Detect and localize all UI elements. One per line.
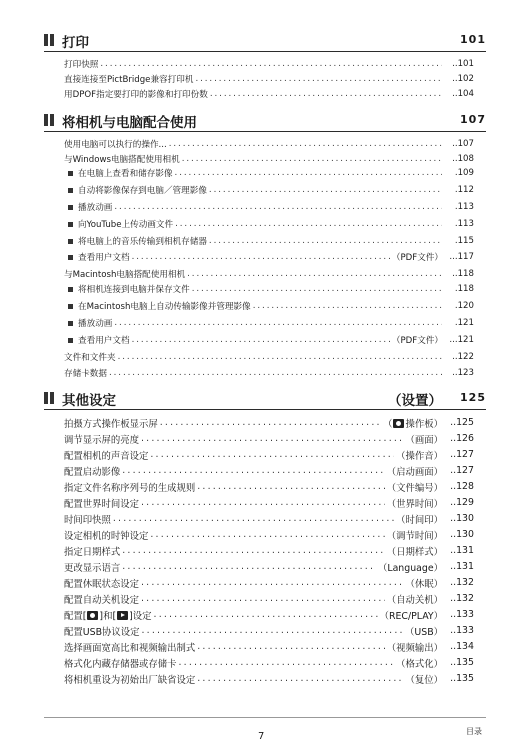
- section-title: 将相机与电脑配合使用: [62, 115, 197, 131]
- toc-entry[interactable]: 设定相机的时钟设定 . . . （调节时间） ..130: [64, 527, 474, 542]
- bullet-icon: [68, 171, 73, 176]
- toc-entry[interactable]: 配置自动关机设定 . . . （自动关机） ..132: [64, 591, 474, 606]
- toc-entry[interactable]: 更改显示语言 . . . （Language） ..131: [64, 559, 474, 574]
- section-header-computer: [44, 110, 486, 132]
- section-page: 101: [460, 33, 486, 46]
- section-page: 107: [460, 113, 486, 126]
- bullet-icon: [68, 222, 73, 227]
- section-bars-icon: [44, 392, 57, 404]
- section-header-settings: [44, 388, 486, 410]
- toc-entry[interactable]: 调节显示屏的亮度 . . . （画面） ..126: [64, 431, 474, 446]
- toc-subentry[interactable]: 播放动画 . . . .121: [66, 316, 474, 330]
- bullet-icon: [68, 321, 73, 326]
- toc-subentry[interactable]: 将电脑上的音乐传输到相机存储器 . . . .115: [66, 234, 474, 248]
- toc-subentry[interactable]: 播放动画 . . . .113: [66, 200, 474, 214]
- toc-entry[interactable]: 拍摄方式操作板显示屏 . . . （ 操作板） ..125: [64, 415, 474, 430]
- bullet-icon: [68, 255, 73, 260]
- bullet-icon: [68, 239, 73, 244]
- toc-entry[interactable]: 配置启动影像 . . . （启动画面） ..127: [64, 463, 474, 478]
- section-title: 其他设定: [62, 393, 116, 409]
- toc-subentry[interactable]: 查看用户文档 . . . （PDF文件） ...121: [66, 333, 474, 347]
- camera-icon: [87, 611, 98, 620]
- toc-entry[interactable]: 用DPOF指定要打印的影像和打印份数 . . . ..104: [64, 87, 474, 101]
- toc-subentry[interactable]: 向YouTube上传动画文件 . . . .113: [66, 217, 474, 231]
- bullet-icon: [68, 188, 73, 193]
- toc-entry[interactable]: 选择画面宽高比和视频输出制式 . . . （视频输出） ..134: [64, 639, 474, 654]
- toc-entry[interactable]: 文件和文件夹 . . . ..122: [64, 350, 474, 364]
- toc-entry[interactable]: 将相机重设为初始出厂缺省设定 . . . （复位） ..135: [64, 671, 474, 686]
- toc-subentry[interactable]: 查看用户文档 . . . （PDF文件） ...117: [66, 250, 474, 264]
- toc-entry[interactable]: 打印快照 . . . ..101: [64, 57, 474, 71]
- toc-subentry[interactable]: 将相机连接到电脑并保存文件 . . . .118: [66, 282, 474, 296]
- toc-entry[interactable]: 配置[ ]和[ ]设定 . . . （REC/PLAY） ..133: [64, 607, 474, 622]
- toc-entry[interactable]: 配置相机的声音设定 . . . （操作音） ..127: [64, 447, 474, 462]
- toc-entry[interactable]: 存储卡数据 . . . ..123: [64, 366, 474, 380]
- play-icon: [117, 611, 128, 620]
- toc-entry[interactable]: 指定日期样式 . . . （日期样式） ..131: [64, 543, 474, 558]
- section-page: 125: [460, 391, 486, 404]
- toc-entry[interactable]: 指定文件名称序列号的生成规则 . . . （文件编号） ..128: [64, 479, 474, 494]
- section-bars-icon: [44, 114, 57, 126]
- page-number: 7: [258, 731, 265, 742]
- bullet-icon: [68, 287, 73, 292]
- toc-subentry[interactable]: 自动将影像保存到电脑／管理影像 . . . .112: [66, 183, 474, 197]
- section-title: 打印: [62, 35, 89, 51]
- bullet-icon: [68, 205, 73, 210]
- toc-entry[interactable]: 配置休眠状态设定 . . . （休眠） ..132: [64, 575, 474, 590]
- toc-entry[interactable]: 与Macintosh电脑搭配使用相机 . . . ..118: [64, 267, 474, 281]
- footer-divider: [44, 717, 486, 718]
- footer-label: 目录: [466, 727, 482, 736]
- toc-entry[interactable]: 直接连接至PictBridge兼容打印机 . . . ..102: [64, 72, 474, 86]
- toc-subentry[interactable]: 在Macintosh电脑上自动传输影像并管理影像 . . . .120: [66, 299, 474, 313]
- section-header-print: [44, 30, 486, 52]
- toc-entry[interactable]: 与Windows电脑搭配使用相机 . . . ..108: [64, 152, 474, 166]
- toc-entry[interactable]: 使用电脑可以执行的操作... . . . ..107: [64, 137, 474, 151]
- bullet-icon: [68, 304, 73, 309]
- section-bars-icon: [44, 34, 57, 46]
- toc-subentry[interactable]: 在电脑上查看和储存影像 . . . .109: [66, 166, 474, 180]
- toc-entry[interactable]: 配置USB协议设定 . . . （USB） ..133: [64, 623, 474, 638]
- section-suffix: （设置）: [388, 393, 442, 409]
- camera-icon: [393, 419, 404, 428]
- bullet-icon: [68, 338, 73, 343]
- toc-entry[interactable]: 时间印快照 . . . （时间印） ..130: [64, 511, 474, 526]
- toc-entry[interactable]: 格式化内藏存储器或存储卡 . . . （格式化） ..135: [64, 655, 474, 670]
- toc-entry[interactable]: 配置世界时间设定 . . . （世界时间） ..129: [64, 495, 474, 510]
